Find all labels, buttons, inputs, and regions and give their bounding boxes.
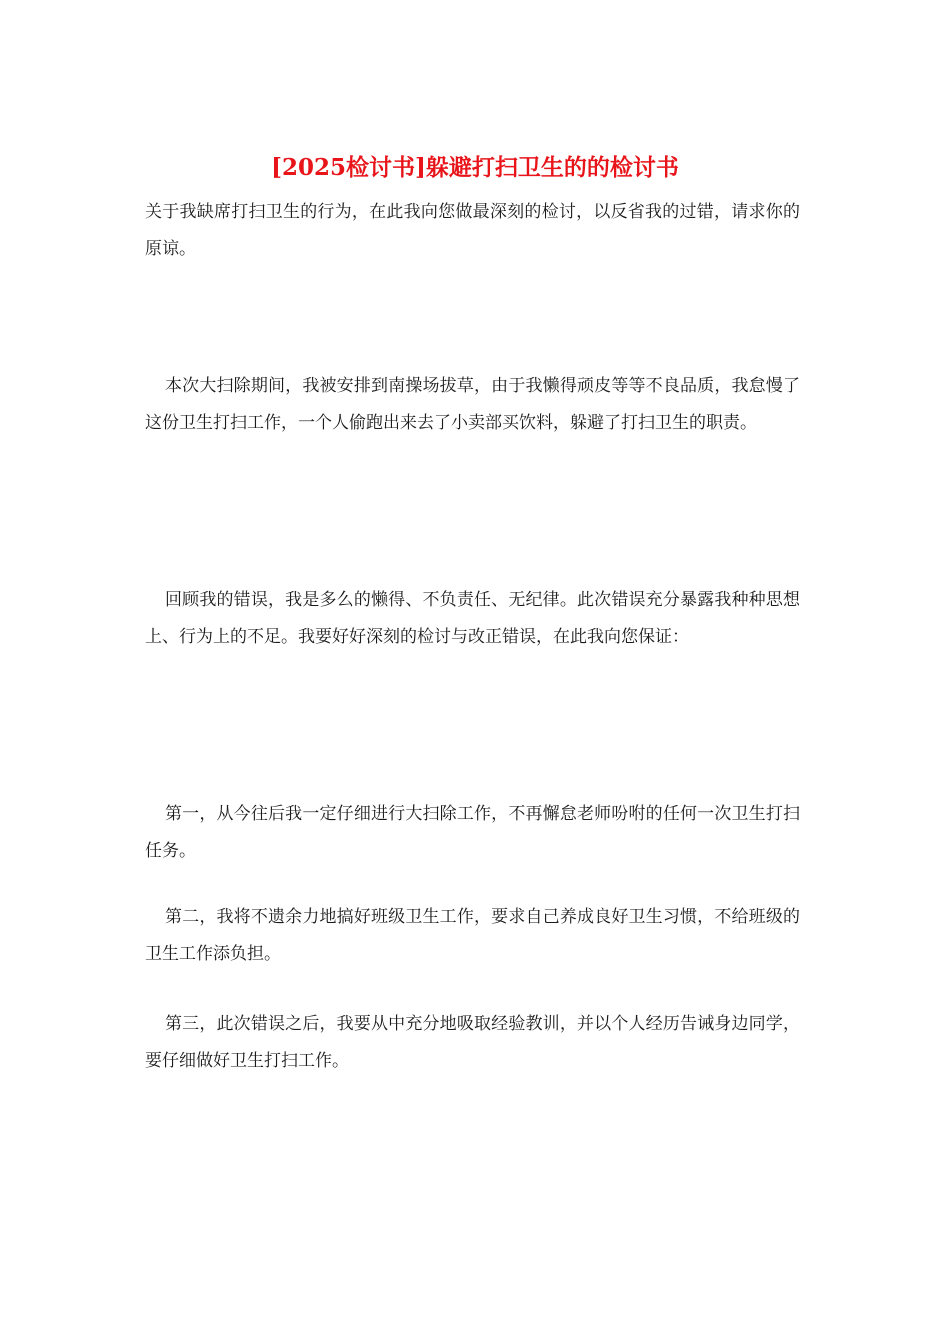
- paragraph-reflection: 回顾我的错误，我是多么的懒得、不负责任、无纪律。此次错误充分暴露我种种思想上、行为上的不足。我要好好深刻的检讨与改正错误，在此我向您保证：: [145, 590, 800, 647]
- paragraph-incident: 本次大扫除期间，我被安排到南操场拔草，由于我懒得顽皮等等不良品质，我怠慢了这份卫生打扫工作，一个人偷跑出来去了小卖部买饮料，躲避了打扫卫生的职责。: [145, 376, 800, 433]
- paragraph-intro: 关于我缺席打扫卫生的行为，在此我向您做最深刻的检讨，以反省我的过错，请求你的原谅。: [145, 202, 800, 259]
- document-title: [2025检讨书]躲避打扫卫生的的检讨书: [271, 154, 679, 181]
- paragraph-promise-first: 第一，从今往后我一定仔细进行大扫除工作，不再懈怠老师吩咐的任何一次卫生打扫任务。: [145, 804, 800, 861]
- paragraph-promise-third: 第三，此次错误之后，我要从中充分地吸取经验教训，并以个人经历告诫身边同学，要仔细做好卫生打扫工作。: [145, 1014, 800, 1071]
- paragraph-promise-second: 第二，我将不遗余力地搞好班级卫生工作，要求自己养成良好卫生习惯，不给班级的卫生工作添负担。: [145, 907, 800, 964]
